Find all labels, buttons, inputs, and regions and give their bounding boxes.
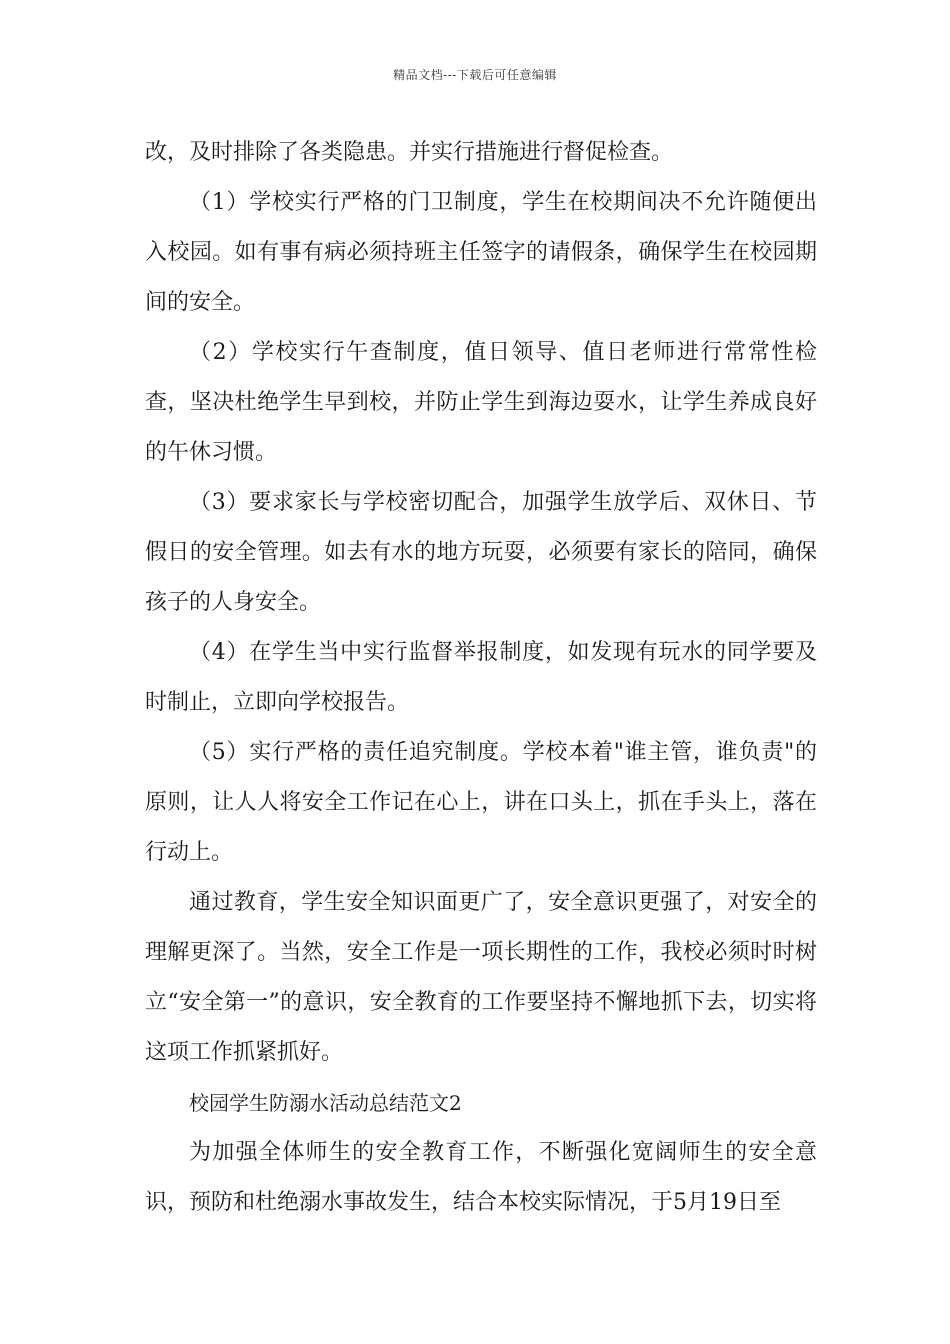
paragraph-item-3: （3）要求家长与学校密切配合，加强学生放学后、双休日、节假日的安全管理。如去有水的地方玩耍，必须要有家长的陪同，确保孩子的人身安全。 (145, 490, 817, 615)
section-heading: 校园学生防溺水活动总结范文2 (189, 1091, 462, 1115)
paragraph-item-5: （5）实行严格的责任追究制度。学校本着"谁主管，谁负责"的原则，让人人将安全工作记在心上，讲在口头上，抓在手头上，落在行动上。 (145, 740, 817, 865)
paragraph-continuation: 改，及时排除了各类隐患。并实行措施进行督促检查。 (145, 140, 674, 165)
paragraph-item-1: （1）学校实行严格的门卫制度，学生在校期间决不允许随便出入校园。如有事有病必须持班主任签字的请假条，确保学生在校园期间的安全。 (145, 190, 817, 315)
paragraph-intro: 为加强全体师生的安全教育工作，不断强化宽阔师生的安全意识，预防和杜绝溺水事故发生，结合本校实际情况，于5月19日至 (145, 1140, 817, 1215)
paragraph-item-4: （4）在学生当中实行监督举报制度，如发现有玩水的同学要及时制止，立即向学校报告。 (145, 640, 817, 715)
paragraph-item-2: （2）学校实行午查制度，值日领导、值日老师进行常常性检查，坚决杜绝学生早到校，并防止学生到海边耍水，让学生养成良好的午休习惯。 (145, 340, 817, 465)
document-body (145, 128, 817, 1228)
paragraph-summary: 通过教育，学生安全知识面更广了，安全意识更强了，对安全的理解更深了。当然，安全工作是一项长期性的工作，我校必须时时树立“安全第一”的意识，安全教育的工作要坚持不懈地抓下去，切实将这项工作抓紧抓好。 (145, 890, 817, 1065)
page-header: 精品文档---下载后可任意编辑 (393, 68, 557, 82)
